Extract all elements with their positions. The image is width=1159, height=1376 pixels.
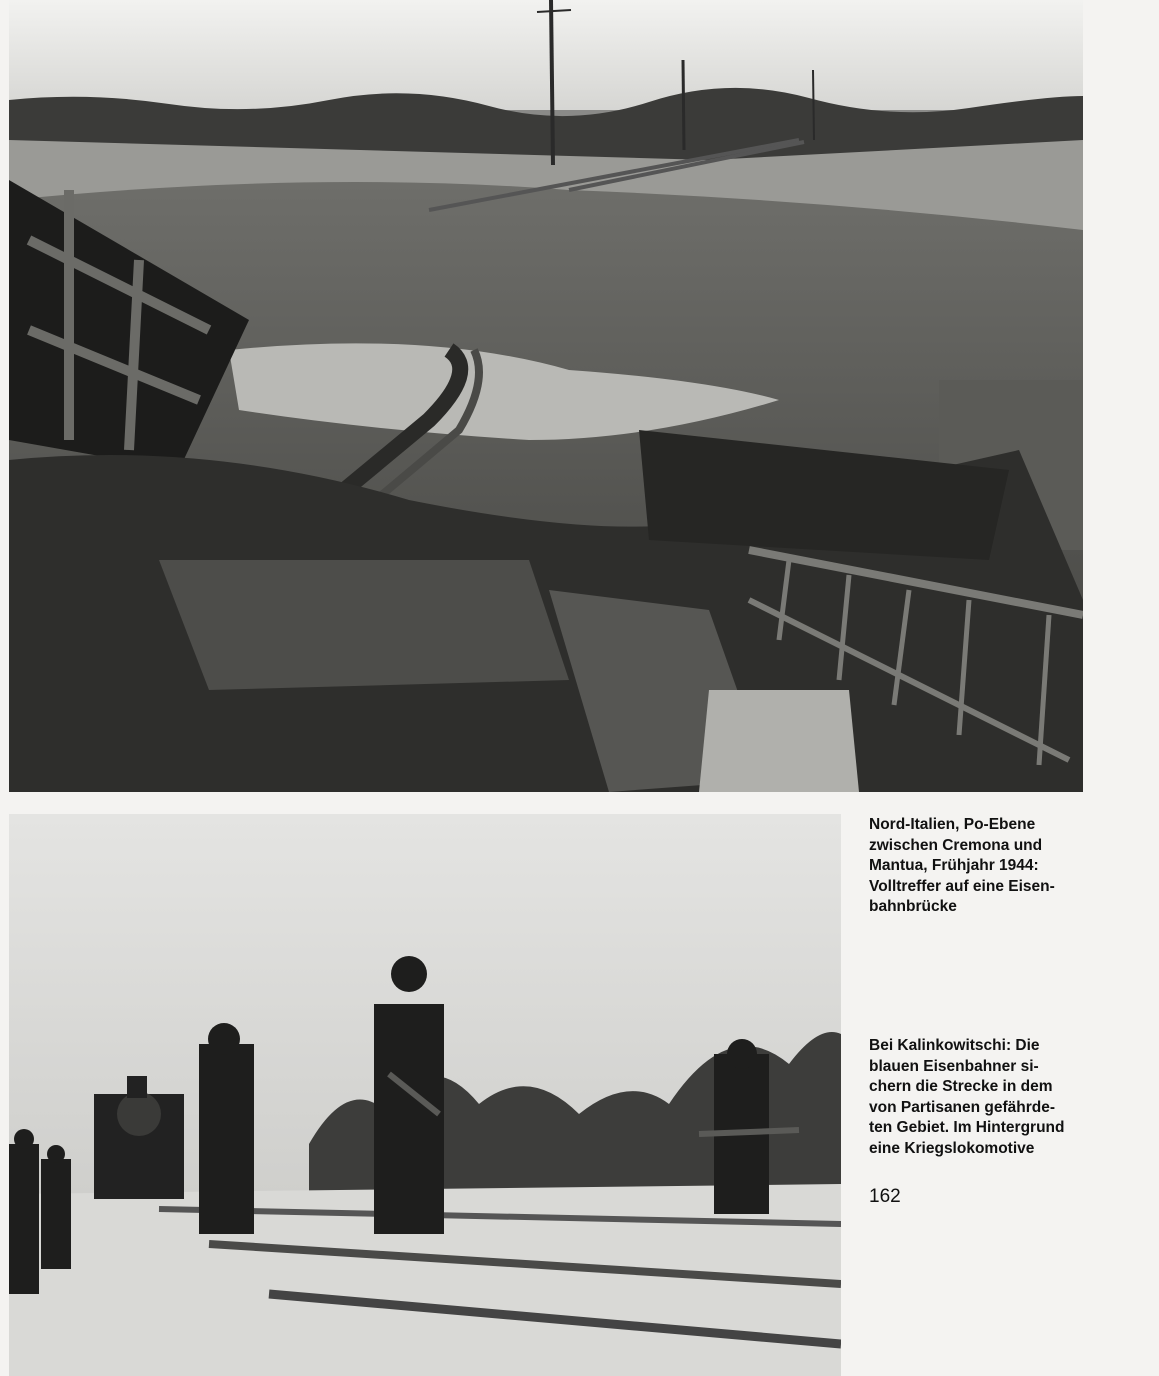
caption-guards-photo: Bei Kalinkowitschi: Die blauen Eisenbahner si- chern die Strecke in dem von Partisanen gefährde- ten Gebiet. Im Hintergrund eine Kriegslokomotive [869, 1037, 1065, 1157]
page-number: 162 [869, 1186, 901, 1207]
photo-destroyed-railway-bridge [9, 0, 1083, 792]
guards-photo-illustration [9, 814, 841, 1376]
caption-bridge-photo: Nord-Italien, Po-Ebene zwischen Cremona und Mantua, Frühjahr 1944: Volltreffer auf eine Eisen- bahnbrücke [869, 816, 1055, 915]
photo-railway-guards [9, 814, 841, 1376]
bridge-photo-illustration [9, 0, 1083, 792]
